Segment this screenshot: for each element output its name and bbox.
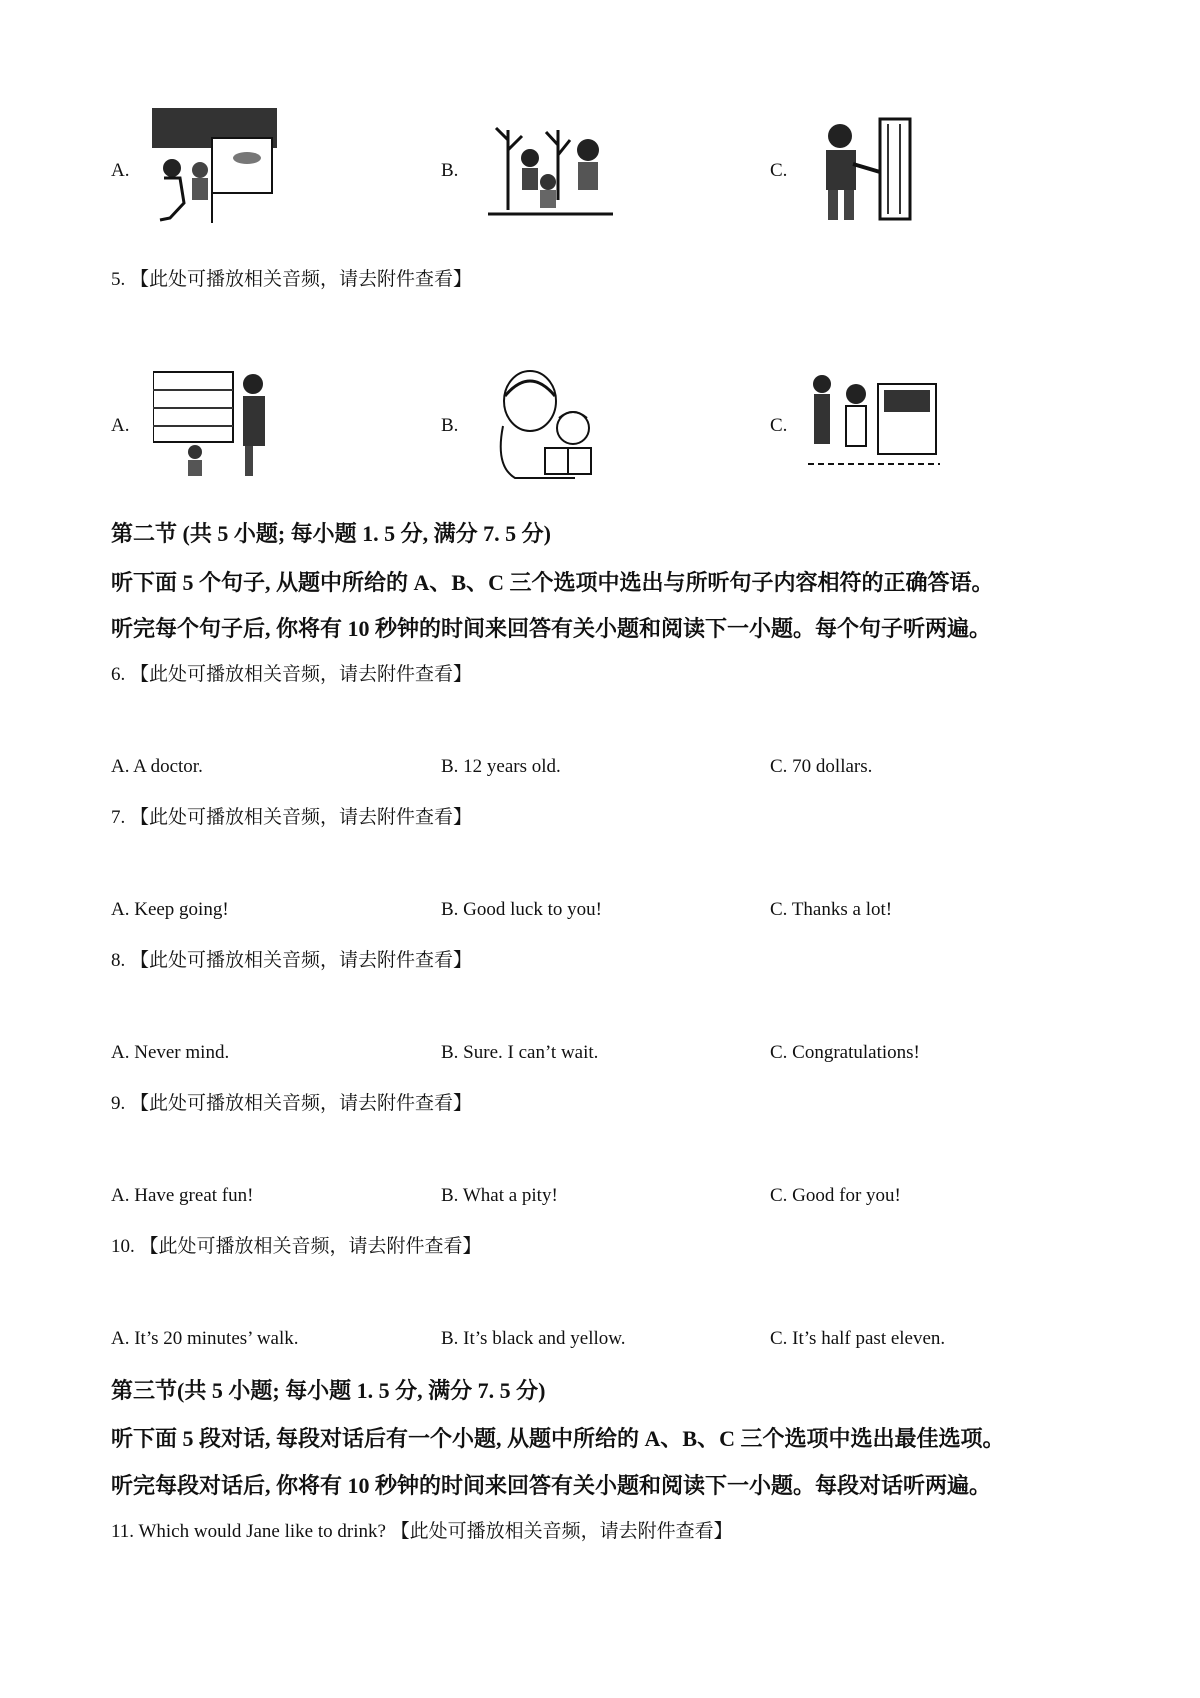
q8-choice-b: B. Sure. I can’t wait.: [441, 1042, 599, 1063]
q5-option-c-label: C.: [770, 415, 788, 436]
question-9-prompt: 9. 【此处可播放相关音频，请去附件查看】: [111, 1093, 473, 1114]
q10-choice-a: A. It’s 20 minutes’ walk.: [111, 1328, 299, 1349]
section-2-instruction-1: 听下面 5 个句子, 从题中所给的 A、B、C 三个选项中选出与所听句子内容相符的正确答语。: [111, 570, 994, 595]
q7-choice-b: B. Good luck to you!: [441, 899, 602, 920]
q9-choice-b: B. What a pity!: [441, 1185, 558, 1206]
q4-option-b-label: B.: [441, 160, 459, 181]
q6-choice-c: C. 70 dollars.: [770, 756, 873, 777]
q9-choice-c: C. Good for you!: [770, 1185, 901, 1206]
children-planting-trees-picture: [488, 110, 613, 226]
section-3-title: 第三节(共 5 小题; 每小题 1. 5 分, 满分 7. 5 分): [111, 1378, 546, 1403]
question-7-prompt: 7. 【此处可播放相关音频，请去附件查看】: [111, 807, 473, 828]
section-3-instruction-1: 听下面 5 段对话, 每段对话后有一个小题, 从题中所给的 A、B、C 三个选项中选出最佳选项。: [111, 1426, 1005, 1451]
q4-option-a-label: A.: [111, 160, 130, 181]
man-cutting-tree-picture: [808, 114, 930, 226]
question-8-prompt: 8. 【此处可播放相关音频，请去附件查看】: [111, 950, 473, 971]
q6-choice-a: A. A doctor.: [111, 756, 203, 777]
mother-reading-to-child-picture: [475, 366, 615, 482]
section-3-instruction-2: 听完每段对话后, 你将有 10 秒钟的时间来回答有关小题和阅读下一小题。每段对话听两遍。: [111, 1473, 992, 1498]
family-by-car-picture: [808, 364, 940, 480]
q7-choice-c: C. Thanks a lot!: [770, 899, 893, 920]
q5-option-b-label: B.: [441, 415, 459, 436]
question-5-prompt: 5. 【此处可播放相关音频，请去附件查看】: [111, 269, 473, 290]
people-at-table-picture: [152, 108, 277, 226]
q10-choice-b: B. It’s black and yellow.: [441, 1328, 626, 1349]
q9-choice-a: A. Have great fun!: [111, 1185, 254, 1206]
question-6-prompt: 6. 【此处可播放相关音频，请去附件查看】: [111, 664, 473, 685]
q8-choice-c: C. Congratulations!: [770, 1042, 920, 1063]
q7-choice-a: A. Keep going!: [111, 899, 229, 920]
question-10-prompt: 10. 【此处可播放相关音频，请去附件查看】: [111, 1236, 482, 1257]
section-2-instruction-2: 听完每个句子后, 你将有 10 秒钟的时间来回答有关小题和阅读下一小题。每个句子听两遍。: [111, 616, 992, 641]
q6-choice-b: B. 12 years old.: [441, 756, 561, 777]
q4-option-c-label: C.: [770, 160, 788, 181]
q10-choice-c: C. It’s half past eleven.: [770, 1328, 946, 1349]
q8-choice-a: A. Never mind.: [111, 1042, 230, 1063]
shopping-supermarket-picture: [153, 362, 273, 482]
question-11-prompt: 11. Which would Jane like to drink? 【此处可播放相关音频，请去附件查看】: [111, 1521, 733, 1542]
q5-option-a-label: A.: [111, 415, 130, 436]
section-2-title: 第二节 (共 5 小题; 每小题 1. 5 分, 满分 7. 5 分): [111, 521, 551, 546]
